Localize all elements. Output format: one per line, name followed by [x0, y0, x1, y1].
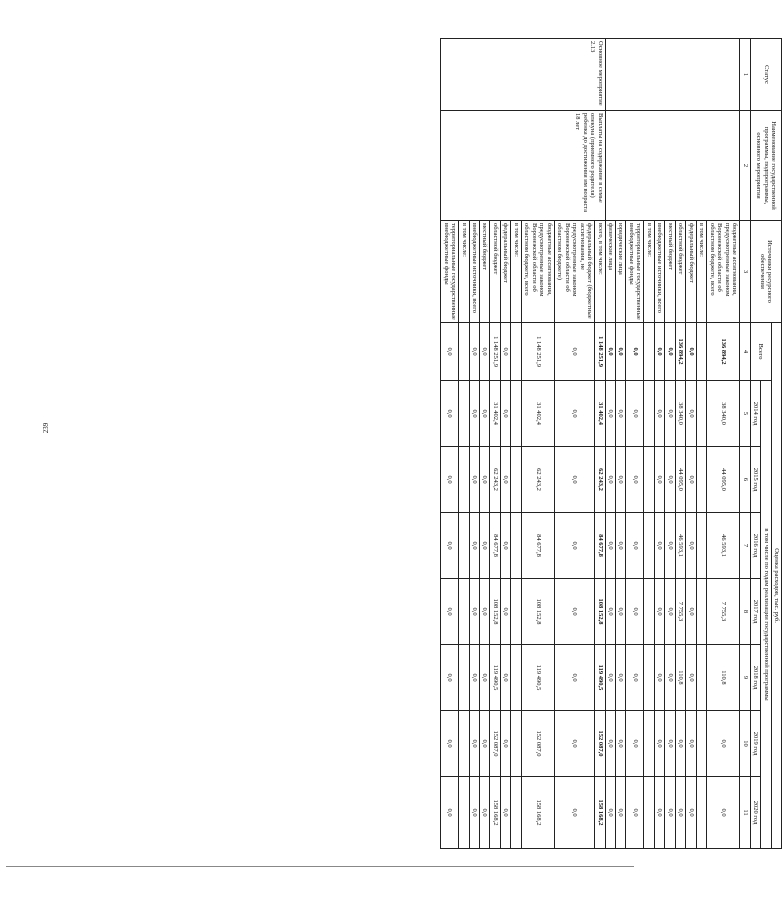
value-cell: 0,0: [500, 711, 510, 777]
value-cell: 0,0: [675, 711, 685, 777]
value-cell: 0,0: [469, 645, 479, 711]
table-row: [707, 39, 740, 849]
value-cell: 0,0: [616, 513, 626, 579]
header-year: 2015 год: [750, 447, 760, 513]
status-cell: Основное мероприятие 2.13: [441, 39, 605, 111]
value-cell: 0,0: [654, 711, 664, 777]
source-cell: юридические лица: [616, 221, 626, 323]
value-cell: 136 894,2: [707, 323, 740, 381]
value-cell: 0,0: [605, 777, 615, 849]
value-cell: [644, 513, 654, 579]
value-cell: 119 490,5: [595, 645, 605, 711]
value-cell: [459, 323, 469, 381]
value-cell: 44 095,0: [707, 447, 740, 513]
value-cell: 7 755,3: [675, 579, 685, 645]
value-cell: 0,0: [626, 711, 644, 777]
value-cell: [459, 645, 469, 711]
value-cell: 0,0: [654, 579, 664, 645]
source-cell: в том числе:: [644, 221, 654, 323]
value-cell: [644, 711, 654, 777]
value-cell: [511, 645, 521, 711]
value-cell: 1 148 251,9: [521, 323, 554, 381]
col-num: 3: [740, 221, 750, 323]
value-cell: 0,0: [665, 777, 675, 849]
value-cell: 84 677,8: [521, 513, 554, 579]
value-cell: 152 087,0: [490, 711, 500, 777]
value-cell: 0,0: [480, 777, 490, 849]
value-cell: 0,0: [616, 447, 626, 513]
value-cell: 0,0: [441, 513, 459, 579]
value-cell: 0,0: [469, 513, 479, 579]
header-year: 2017 год: [750, 579, 760, 645]
value-cell: 0,0: [441, 579, 459, 645]
table-row: [595, 39, 605, 849]
header-year: 2018 год: [750, 645, 760, 711]
source-cell: местный бюджет: [480, 221, 490, 323]
source-cell: в том числе:: [459, 221, 469, 323]
value-cell: 0,0: [554, 579, 594, 645]
source-cell: внебюджетные источники, всего: [469, 221, 479, 323]
value-cell: 0,0: [441, 645, 459, 711]
value-cell: [696, 645, 706, 711]
value-cell: 0,0: [654, 447, 664, 513]
value-cell: 0,0: [616, 323, 626, 381]
value-cell: 0,0: [616, 381, 626, 447]
value-cell: 0,0: [665, 447, 675, 513]
value-cell: 0,0: [626, 323, 644, 381]
value-cell: [644, 777, 654, 849]
value-cell: [511, 579, 521, 645]
value-cell: 0,0: [500, 447, 510, 513]
budget-table: [440, 38, 782, 849]
source-cell: всего, в том числе:: [595, 221, 605, 323]
value-cell: 0,0: [480, 323, 490, 381]
value-cell: 0,0: [605, 579, 615, 645]
value-cell: 0,0: [441, 323, 459, 381]
page-number: 239: [42, 422, 50, 434]
value-cell: 0,0: [441, 381, 459, 447]
value-cell: 0,0: [441, 777, 459, 849]
col-num: 1: [740, 39, 750, 111]
value-cell: 0,0: [686, 447, 696, 513]
value-cell: 0,0: [480, 579, 490, 645]
value-cell: 38 340,0: [675, 381, 685, 447]
value-cell: 0,0: [480, 447, 490, 513]
rotated-table-wrapper: [262, 38, 782, 848]
value-cell: 62 243,2: [490, 447, 500, 513]
value-cell: 110,8: [675, 645, 685, 711]
value-cell: 0,0: [686, 777, 696, 849]
value-cell: 0,0: [686, 513, 696, 579]
col-num: 7: [740, 513, 750, 579]
value-cell: [511, 711, 521, 777]
value-cell: 0,0: [605, 711, 615, 777]
value-cell: 0,0: [665, 513, 675, 579]
value-cell: 44 095,0: [675, 447, 685, 513]
value-cell: 0,0: [605, 323, 615, 381]
value-cell: 0,0: [554, 711, 594, 777]
value-cell: 0,0: [626, 777, 644, 849]
value-cell: 0,0: [626, 513, 644, 579]
value-cell: 0,0: [686, 645, 696, 711]
header-source: Источники ресурсного обеспечения: [750, 221, 781, 323]
value-cell: 31 402,4: [595, 381, 605, 447]
value-cell: 158 168,2: [595, 777, 605, 849]
value-cell: 136 894,2: [675, 323, 685, 381]
header-year: 2016 год: [750, 513, 760, 579]
value-cell: 0,0: [616, 777, 626, 849]
value-cell: 0,0: [500, 579, 510, 645]
header-year: 2014 год: [750, 381, 760, 447]
value-cell: 0,0: [686, 711, 696, 777]
value-cell: 0,0: [686, 323, 696, 381]
value-cell: 0,0: [441, 711, 459, 777]
value-cell: 0,0: [654, 323, 664, 381]
program-name-cell: Выплаты на содержание в семье опекуна (приемного родителя) ребенка до достижения им возраста 18 лет: [441, 111, 605, 221]
value-cell: [511, 381, 521, 447]
value-cell: 110,8: [707, 645, 740, 711]
source-cell: местный бюджет: [665, 221, 675, 323]
value-cell: 38 340,0: [707, 381, 740, 447]
value-cell: 0,0: [665, 323, 675, 381]
col-num: 2: [740, 111, 750, 221]
value-cell: 0,0: [554, 777, 594, 849]
header-total: Всего: [750, 323, 771, 381]
value-cell: [511, 323, 521, 381]
header-name: Наименование государственной программы, подпрограммы, основного мероприятия: [750, 111, 781, 221]
source-cell: областной бюджет: [490, 221, 500, 323]
value-cell: 0,0: [554, 323, 594, 381]
value-cell: [644, 323, 654, 381]
header-year: 2020 год: [750, 777, 760, 849]
value-cell: 62 243,2: [595, 447, 605, 513]
value-cell: [459, 513, 469, 579]
value-cell: 0,0: [605, 447, 615, 513]
value-cell: 108 152,8: [490, 579, 500, 645]
page-bottom-rule: [6, 866, 634, 867]
value-cell: 0,0: [675, 777, 685, 849]
value-cell: 0,0: [707, 777, 740, 849]
value-cell: 0,0: [665, 381, 675, 447]
value-cell: 0,0: [665, 645, 675, 711]
value-cell: 1 148 251,9: [595, 323, 605, 381]
value-cell: 84 677,8: [490, 513, 500, 579]
status-cell: [605, 39, 740, 111]
value-cell: [459, 381, 469, 447]
value-cell: 108 152,8: [521, 579, 554, 645]
value-cell: 152 087,0: [595, 711, 605, 777]
source-cell: федеральный бюджет: [500, 221, 510, 323]
source-cell: федеральный бюджет: [686, 221, 696, 323]
value-cell: 0,0: [554, 513, 594, 579]
source-cell: в том числе:: [511, 221, 521, 323]
source-cell: бюджетные ассигнования, предусмотренные законом Воронежской области об областном бюджете, всего: [521, 221, 554, 323]
value-cell: 0,0: [554, 447, 594, 513]
value-cell: 0,0: [469, 447, 479, 513]
value-cell: 0,0: [626, 447, 644, 513]
value-cell: [644, 447, 654, 513]
col-num: 5: [740, 381, 750, 447]
value-cell: [696, 711, 706, 777]
value-cell: 0,0: [654, 777, 664, 849]
value-cell: 152 087,0: [521, 711, 554, 777]
col-num: 4: [740, 323, 750, 381]
header-year: 2019 год: [750, 711, 760, 777]
value-cell: 0,0: [469, 381, 479, 447]
value-cell: 0,0: [500, 777, 510, 849]
value-cell: 0,0: [480, 711, 490, 777]
header-status: Статус: [750, 39, 781, 111]
column-number-row: [740, 39, 750, 849]
value-cell: 158 168,2: [490, 777, 500, 849]
value-cell: 7 755,3: [707, 579, 740, 645]
value-cell: 0,0: [469, 579, 479, 645]
value-cell: [511, 513, 521, 579]
source-cell: физические лица: [605, 221, 615, 323]
value-cell: 31 402,4: [490, 381, 500, 447]
value-cell: [696, 323, 706, 381]
value-cell: 0,0: [665, 579, 675, 645]
value-cell: 46 593,1: [707, 513, 740, 579]
value-cell: 0,0: [480, 513, 490, 579]
col-num: 10: [740, 711, 750, 777]
source-cell: в том числе:: [696, 221, 706, 323]
value-cell: 0,0: [605, 645, 615, 711]
value-cell: 0,0: [469, 323, 479, 381]
source-cell: территориальные государственные внебюджетные фонды: [441, 221, 459, 323]
value-cell: 46 593,1: [675, 513, 685, 579]
value-cell: 0,0: [665, 711, 675, 777]
value-cell: 62 243,2: [521, 447, 554, 513]
value-cell: 0,0: [605, 513, 615, 579]
value-cell: [696, 579, 706, 645]
value-cell: 0,0: [500, 323, 510, 381]
value-cell: [644, 645, 654, 711]
value-cell: 0,0: [469, 711, 479, 777]
value-cell: 0,0: [480, 645, 490, 711]
value-cell: 0,0: [616, 645, 626, 711]
source-cell: федеральный бюджет (бюджетные ассигнования, не предусмотренные законом Воронежской области об областном бюджете): [554, 221, 594, 323]
source-cell: внебюджетные источники, всего: [654, 221, 664, 323]
value-cell: 0,0: [616, 579, 626, 645]
col-num: 11: [740, 777, 750, 849]
value-cell: 0,0: [554, 381, 594, 447]
table-body: [441, 39, 740, 849]
value-cell: 0,0: [707, 711, 740, 777]
header-by-years: в том числе по годам реализации государственной программы: [761, 381, 771, 849]
value-cell: [644, 381, 654, 447]
value-cell: [459, 777, 469, 849]
value-cell: [511, 777, 521, 849]
value-cell: [459, 447, 469, 513]
value-cell: 119 490,5: [521, 645, 554, 711]
value-cell: 0,0: [686, 381, 696, 447]
table-header: [740, 39, 782, 849]
col-num: 6: [740, 447, 750, 513]
value-cell: 0,0: [469, 777, 479, 849]
value-cell: 0,0: [500, 513, 510, 579]
col-num: 8: [740, 579, 750, 645]
value-cell: 0,0: [605, 381, 615, 447]
value-cell: [459, 711, 469, 777]
value-cell: 0,0: [616, 711, 626, 777]
value-cell: 0,0: [554, 645, 594, 711]
value-cell: [511, 447, 521, 513]
value-cell: 1 148 251,9: [490, 323, 500, 381]
col-num: 9: [740, 645, 750, 711]
value-cell: [644, 579, 654, 645]
value-cell: 0,0: [626, 579, 644, 645]
program-name-cell: [605, 111, 740, 221]
value-cell: [459, 579, 469, 645]
value-cell: 84 677,8: [595, 513, 605, 579]
value-cell: [696, 447, 706, 513]
value-cell: 0,0: [500, 381, 510, 447]
value-cell: 0,0: [654, 381, 664, 447]
value-cell: 108 152,8: [595, 579, 605, 645]
value-cell: 119 490,5: [490, 645, 500, 711]
value-cell: [696, 777, 706, 849]
value-cell: 0,0: [626, 645, 644, 711]
value-cell: 158 168,2: [521, 777, 554, 849]
value-cell: 0,0: [654, 645, 664, 711]
source-cell: территориальные государственные внебюджетные фонды: [626, 221, 644, 323]
value-cell: [696, 381, 706, 447]
source-cell: бюджетные ассигнования, предусмотренные законом Воронежской области об областном бюджете, всего: [707, 221, 740, 323]
value-cell: 0,0: [441, 447, 459, 513]
source-cell: областной бюджет: [675, 221, 685, 323]
value-cell: 31 402,4: [521, 381, 554, 447]
value-cell: 0,0: [654, 513, 664, 579]
value-cell: 0,0: [500, 645, 510, 711]
value-cell: 0,0: [480, 381, 490, 447]
value-cell: 0,0: [626, 381, 644, 447]
value-cell: 0,0: [686, 579, 696, 645]
header-estimate: Оценка расходов, тыс. руб.: [771, 323, 781, 849]
value-cell: [696, 513, 706, 579]
